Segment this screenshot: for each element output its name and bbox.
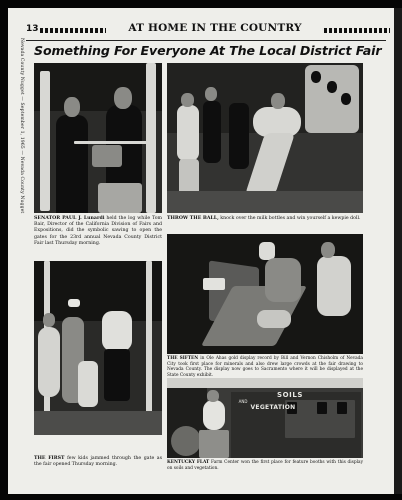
section-title: AT HOME IN THE COUNTRY <box>128 22 302 34</box>
page-edge-shadow <box>394 8 402 494</box>
booth-sign-vegetation: VEGETATION <box>250 404 296 411</box>
caption-text: held the log while Tom Bair, Director of the California Division of Fairs and Expositions, did the symbolic sawing to open the gates for the 23rd annual Nevada County District Fair last Thursday morning. <box>34 216 163 246</box>
caption-ribbon-cutting <box>34 216 162 247</box>
caption-ball-throw <box>167 216 363 222</box>
margin-dateline: Nevada County Nugget — September 1, 1965 — Nevada County Nugget <box>19 38 24 214</box>
caption-text: knock over the milk bottles and win yourself a kewpie doll. <box>218 216 361 221</box>
photo-ball-throw <box>167 63 363 213</box>
photo-fair-gate <box>34 261 162 435</box>
booth-sign-and: AND <box>238 399 248 404</box>
decorative-border-left <box>40 28 106 33</box>
caption-lead: THE SIFTEN <box>167 356 199 361</box>
booth-sign-soils: SOILS <box>276 391 304 399</box>
caption-lead: KENTUCKY FLAT <box>167 460 210 465</box>
caption-fair-gate <box>34 456 162 468</box>
photo-gold-display <box>167 234 363 354</box>
section-header <box>26 22 390 40</box>
caption-soils-booth <box>167 460 363 471</box>
caption-text: few kids jammed through the gate as the fair opened Thursday morning. <box>34 456 162 468</box>
header-rule <box>26 40 386 41</box>
caption-lead: THE FIRST <box>34 456 65 461</box>
photo-ribbon-cutting <box>34 63 162 213</box>
caption-lead: THROW THE BALL, <box>167 216 219 221</box>
decorative-border-right <box>324 28 390 33</box>
photo-soils-booth <box>167 378 363 458</box>
caption-text: in Ole Ahas gold display record by Bill and Vernon Chisholm of Nevada City took first place for minerals and also drew large crowds at the fair drawing to Nevada County. The display now goes to Sacramento where it will be displayed at the State County exhibit. <box>167 356 363 378</box>
caption-gold-display <box>167 356 363 378</box>
page-headline: Something For Everyone At The Local District Fair <box>34 43 382 58</box>
page-number: 13 <box>26 24 39 34</box>
caption-text: Farm Center won the first place for feature booths with this display on soils and vegetation. <box>167 460 363 471</box>
caption-lead: SENATOR PAUL J. Lunardi <box>34 216 105 221</box>
